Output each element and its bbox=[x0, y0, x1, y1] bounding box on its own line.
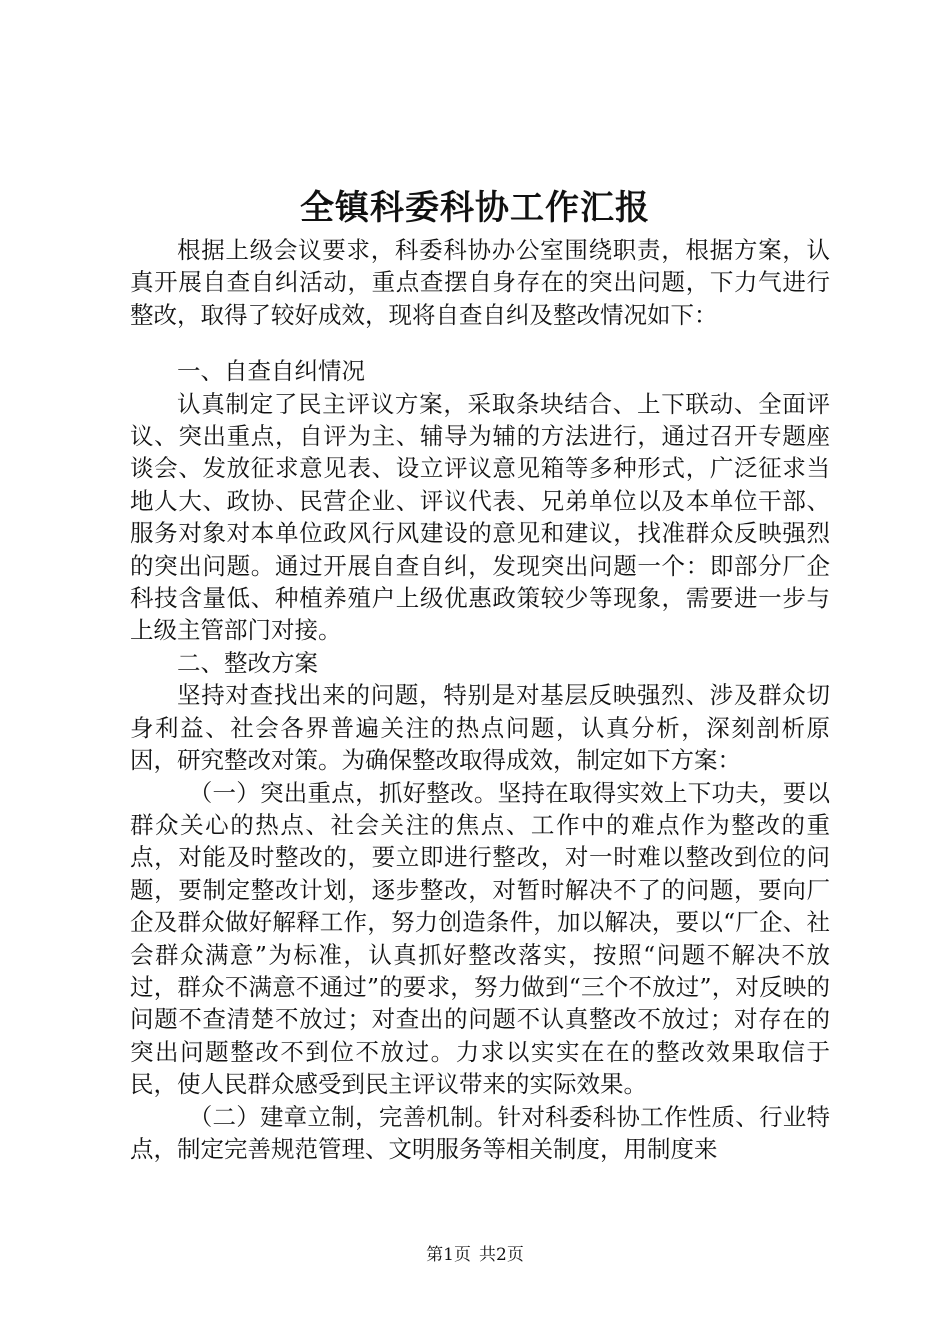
section-2-heading: 二、整改方案 bbox=[177, 648, 318, 677]
document-title: 全镇科委科协工作汇报 bbox=[300, 188, 650, 228]
page-number: 第1页 bbox=[426, 1245, 471, 1265]
paragraph-spacer bbox=[130, 331, 830, 355]
section-2-item-2: （二）建章立制，完善机制。针对科委科协工作性质、行业特点，制定完善规范管理、文明服务等相关制度，用制度来 bbox=[130, 1102, 830, 1163]
section-1-heading: 一、自查自纠情况 bbox=[177, 357, 365, 386]
section-1-paragraph: 认真制定了民主评议方案，采取条块结合、上下联动、全面评议、突出重点，自评为主、辅导为辅的方法进行，通过召开专题座谈会、发放征求意见表、设立评议意见箱等多种形式，广泛征求当地人大、政协、民营企业、评议代表、兄弟单位以及本单位干部、服务对象对本单位政风行风建设的意见和建议，找准群众反映强烈的突出问题。通过开展自查自纠，发现突出问题一个：即部分厂企科技含量低、种植养殖户上级优惠政策较少等现象，需要进一步与上级主管部门对接。 bbox=[130, 389, 830, 645]
page-total: 共2页 bbox=[479, 1245, 524, 1265]
section-2-item-1: （一）突出重点，抓好整改。坚持在取得实效上下功夫，要以群众关心的热点、社会关注的焦点、工作中的难点作为整改的重点，对能及时整改的，要立即进行整改，对一时难以整改到位的问题，要制定整改计划，逐步整改，对暂时解决不了的问题，要向厂企及群众做好解释工作，努力创造条件，加以解决，要以“厂企、社会群众满意”为标准，认真抓好整改落实，按照“问题不解决不放过，群众不满意不通过”的要求，努力做到“三个不放过”，对反映的问题不查清楚不放过；对查出的问题不认真整改不放过；对存在的突出问题整改不到位不放过。力求以实实在在的整改效果取信于民，使人民群众感受到民主评议带来的实际效果。 bbox=[130, 778, 830, 1099]
intro-paragraph: 根据上级会议要求，科委科协办公室围绕职责，根据方案，认真开展自查自纠活动，重点查摆自身存在的突出问题，下力气进行整改，取得了较好成效，现将自查自纠及整改情况如下： bbox=[130, 236, 830, 329]
document-body bbox=[130, 234, 830, 1165]
section-2-paragraph: 坚持对查找出来的问题，特别是对基层反映强烈、涉及群众切身利益、社会各界普遍关注的热点问题，认真分析，深刻剖析原因，研究整改对策。为确保整改取得成效，制定如下方案： bbox=[130, 681, 830, 775]
page-footer bbox=[0, 1244, 950, 1266]
